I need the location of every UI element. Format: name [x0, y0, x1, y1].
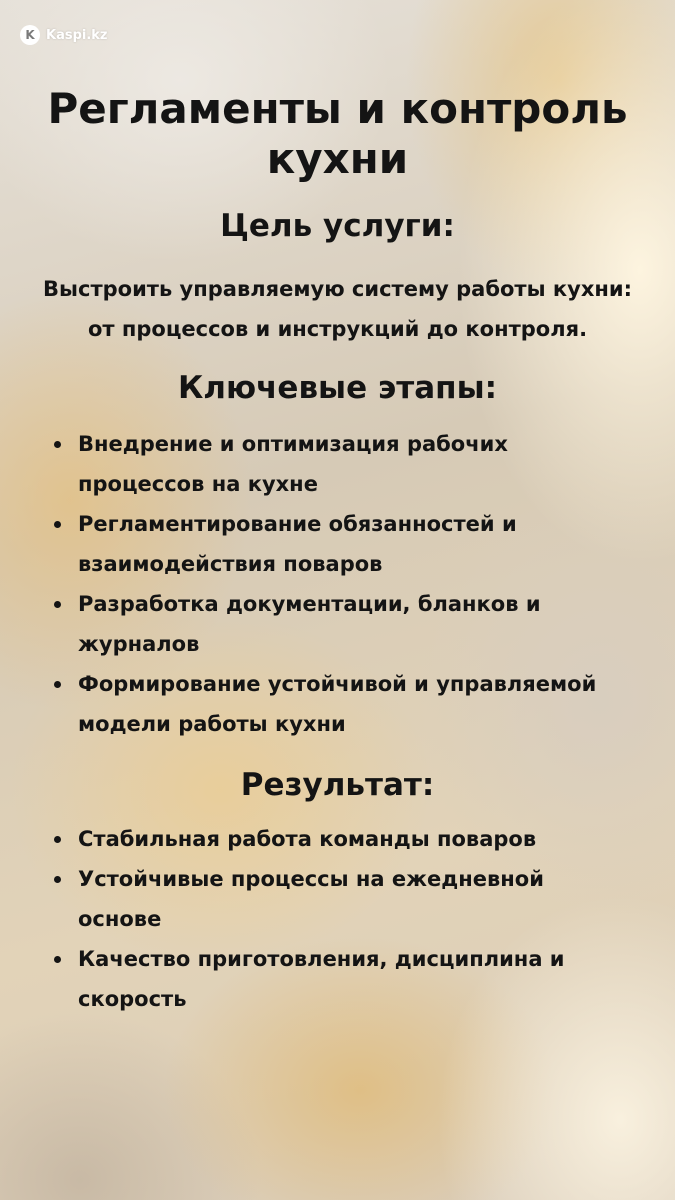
stage-item-text: Внедрение и оптимизация рабочих процессов на кухне — [78, 432, 508, 496]
stage-item — [50, 424, 630, 504]
bullet-dot-icon — [54, 876, 61, 883]
goal-heading: Цель услуги: — [220, 208, 455, 244]
goal-text: Выстроить управляемую систему работы кухни: от процессов и инструкций до контроля. — [43, 277, 632, 341]
service-card — [0, 84, 675, 1019]
kaspi-logo — [20, 25, 108, 45]
result-item-text: Качество приготовления, дисциплина и скорость — [78, 947, 565, 1011]
result-item-text: Устойчивые процессы на ежедневной основе — [78, 867, 544, 931]
stage-item — [50, 504, 630, 584]
result-item-text: Стабильная работа команды поваров — [78, 827, 537, 851]
bullet-dot-icon — [54, 601, 61, 608]
stage-item — [50, 584, 630, 664]
bullet-dot-icon — [54, 681, 61, 688]
result-heading: Результат: — [240, 767, 435, 803]
stages-list — [0, 424, 630, 744]
bullet-dot-icon — [54, 521, 61, 528]
stage-item — [50, 664, 630, 744]
stage-item-text: Регламентирование обязанностей и взаимодействия поваров — [78, 512, 517, 576]
result-item — [50, 939, 630, 1019]
result-list — [0, 819, 630, 1019]
result-item — [50, 819, 630, 859]
stages-heading: Ключевые этапы: — [177, 370, 498, 406]
bullet-dot-icon — [54, 836, 61, 843]
bullet-dot-icon — [54, 956, 61, 963]
page-title: Регламенты и контроль кухни — [47, 84, 628, 183]
stage-item-text: Разработка документации, бланков и журналов — [78, 592, 541, 656]
bullet-dot-icon — [54, 441, 61, 448]
kaspi-logo-icon: K — [20, 25, 40, 45]
kaspi-logo-text: Kaspi.kz — [46, 27, 108, 43]
stage-item-text: Формирование устойчивой и управляемой модели работы кухни — [78, 672, 597, 736]
result-item — [50, 859, 630, 939]
